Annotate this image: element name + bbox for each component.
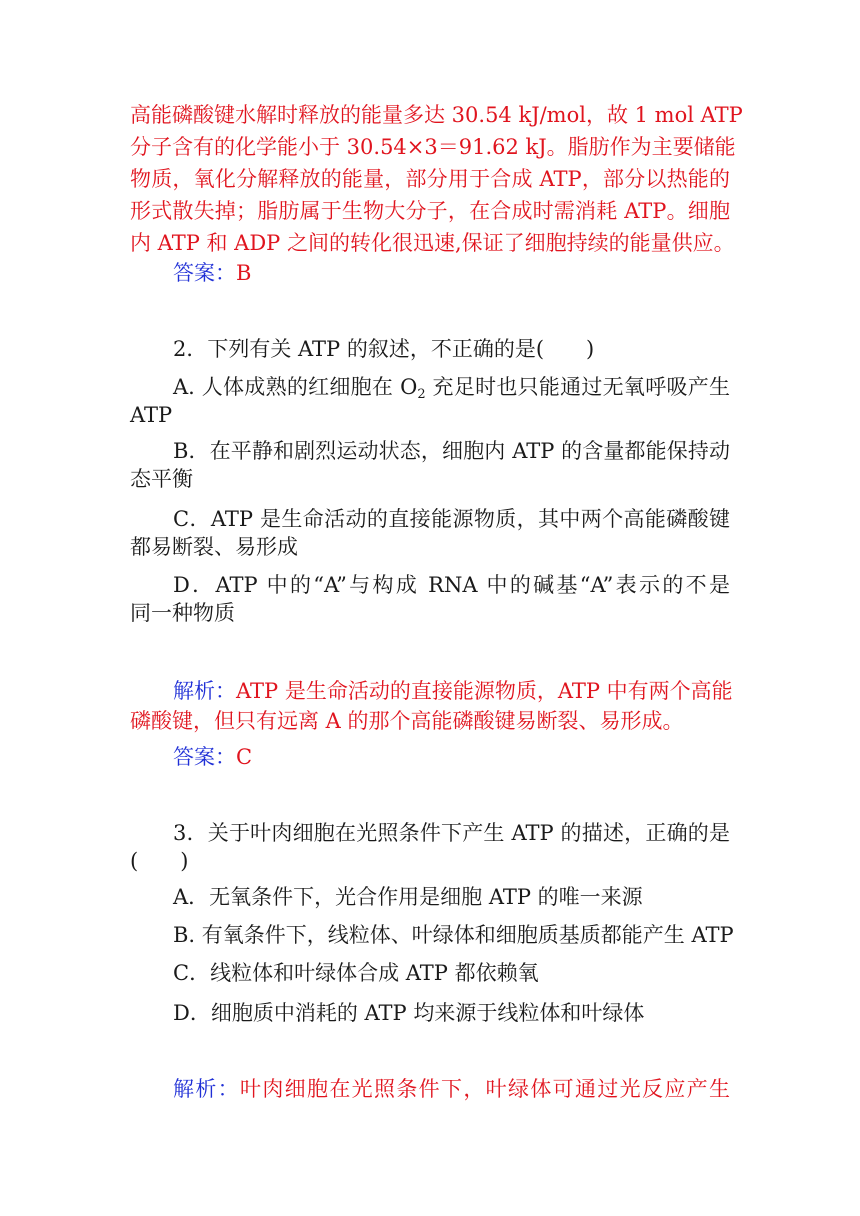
q1-explanation-line-3: 物质，氧化分解释放的能量，部分用于合成 ATP，部分以热能的 [130, 167, 730, 191]
q2-option-b-line-2: 态平衡 [130, 467, 193, 491]
q2-option-b-line-1: B．在平静和剧烈运动状态，细胞内 ATP 的含量都能保持动 [173, 439, 730, 463]
answer-value: B [236, 261, 252, 285]
explanation-label: 解析： [173, 679, 236, 703]
q3-option-d: D．细胞质中消耗的 ATP 均来源于线粒体和叶绿体 [173, 1001, 645, 1025]
q2-explanation-line-1: 解析：ATP 是生命活动的直接能源物质，ATP 中有两个高能 [173, 679, 733, 703]
q1-explanation-line-4: 形式散失掉；脂肪属于生物大分子，在合成时需消耗 ATP。细胞 [130, 199, 730, 223]
answer-value: C [236, 745, 253, 769]
q2-option-a-line-1: A. 人体成熟的红细胞在 $O_2$ 充足时也只能通过无氧呼吸产生 [173, 375, 730, 402]
q1-explanation-line-2: 分子含有的化学能小于 30.54×3＝91.62 kJ。脂肪作为主要储能 [130, 135, 736, 159]
answer-label: 答案： [173, 745, 236, 769]
q2-option-a-line-2: ATP [130, 403, 173, 427]
explanation-label: 解析： [173, 1077, 240, 1101]
q3-option-a: A．无氧条件下，光合作用是细胞 ATP 的唯一来源 [173, 885, 643, 909]
q3-explanation-line-1: 解析：叶肉细胞在光照条件下，叶绿体可通过光反应产生 [173, 1077, 730, 1101]
q2-explanation-line-2: 磷酸键，但只有远离 A 的那个高能磷酸键易断裂、易形成。 [130, 709, 684, 733]
q2-option-c-line-1: C．ATP 是生命活动的直接能源物质，其中两个高能磷酸键 [173, 507, 730, 531]
q2-option-d-line-1: D．ATP 中的“A”与构成 RNA 中的碱基“A”表示的不是 [173, 573, 730, 597]
q2-option-d-line-2: 同一种物质 [130, 601, 235, 625]
q2-option-c-line-2: 都易断裂、易形成 [130, 535, 298, 559]
q3-stem-line-2: ( ) [130, 849, 189, 873]
q1-explanation-line-5: 内 ATP 和 ADP 之间的转化很迅速,保证了细胞持续的能量供应。 [130, 231, 735, 255]
q2-answer [173, 740, 730, 774]
q3-stem-line-1: 3．关于叶肉细胞在光照条件下产生 ATP 的描述，正确的是 [173, 821, 730, 845]
q1-explanation-line-1: 高能磷酸键水解时释放的能量多达 30.54 kJ/mol，故 1 mol ATP [130, 103, 743, 127]
q3-option-b: B. 有氧条件下，线粒体、叶绿体和细胞质基质都能产生 ATP [173, 923, 734, 947]
q3-option-c: C．线粒体和叶绿体合成 ATP 都依赖氧 [173, 961, 539, 985]
answer-label: 答案： [173, 261, 236, 285]
q2-stem: 2．下列有关 ATP 的叙述，不正确的是( ) [173, 337, 595, 361]
q1-answer [173, 256, 730, 290]
